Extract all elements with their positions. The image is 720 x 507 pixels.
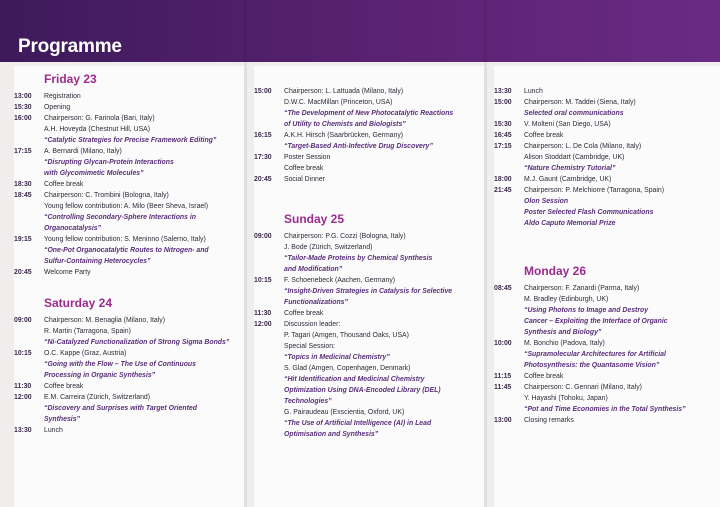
item-text: A.K.H. Hirsch (Saarbrücken, Germany) bbox=[284, 132, 404, 139]
talk-title: Synthesis” bbox=[44, 416, 80, 423]
item-text: P. Tagari (Amgen, Thousand Oaks, USA) bbox=[284, 332, 409, 339]
talk-title: “Target-Based Anti-Infective Drug Discovery” bbox=[284, 143, 433, 150]
item-text: Chairperson: P.G. Cozzi (Bologna, Italy) bbox=[284, 233, 406, 240]
item-text: Lunch bbox=[44, 427, 63, 434]
talk-title: Aldo Caputo Memorial Prize bbox=[524, 220, 616, 227]
day-heading: Monday 26 bbox=[524, 264, 587, 278]
programme-item bbox=[14, 102, 244, 113]
item-time: 15:30 bbox=[494, 121, 512, 128]
programme-item bbox=[14, 425, 244, 436]
talk-title: “Hit Identification and Medicinal Chemistry bbox=[284, 376, 425, 383]
item-time: 18:30 bbox=[14, 181, 32, 188]
programme-item bbox=[14, 91, 244, 102]
item-text: Registration bbox=[44, 93, 81, 100]
day-block bbox=[494, 258, 720, 426]
programme-item bbox=[254, 86, 484, 130]
item-text: S. Glad (Amgen, Copenhagen, Denmark) bbox=[284, 365, 411, 372]
talk-title: and Modification” bbox=[284, 266, 343, 273]
programme-item bbox=[494, 130, 720, 141]
programme-item bbox=[494, 338, 720, 371]
talk-title: “Controlling Secondary-Sphere Interactions in bbox=[44, 214, 196, 221]
item-text: Coffee break bbox=[44, 383, 84, 390]
item-time: 16:00 bbox=[14, 115, 32, 122]
talk-title: Cancer – Exploiting the Interface of Organic bbox=[524, 318, 668, 325]
programme-item bbox=[14, 267, 244, 278]
programme-item bbox=[14, 381, 244, 392]
day-block bbox=[494, 86, 720, 229]
day-block bbox=[14, 290, 244, 436]
day-block bbox=[14, 66, 244, 278]
talk-title: Functionalizations” bbox=[284, 299, 348, 306]
item-time: 16:15 bbox=[254, 132, 272, 139]
talk-title: of Utility to Chemists and Biologists” bbox=[284, 121, 406, 128]
programme-item bbox=[14, 190, 244, 234]
item-time: 13:00 bbox=[14, 93, 32, 100]
page-title: Programme bbox=[18, 36, 122, 57]
talk-title: with Glycomimetic Molecules” bbox=[44, 170, 144, 177]
item-text: Coffee break bbox=[284, 310, 324, 317]
talk-title: “Tailor-Made Proteins by Chemical Synthesis bbox=[284, 255, 433, 262]
item-time: 21:45 bbox=[494, 187, 512, 194]
item-time: 10:00 bbox=[494, 340, 512, 347]
talk-title: Optimization Using DNA-Encoded Library (DEL) bbox=[284, 387, 441, 394]
item-text: Chairperson: L. De Cola (Milano, Italy) bbox=[524, 143, 642, 150]
talk-title: “Going with the Flow – The Use of Continuous bbox=[44, 361, 196, 368]
item-time: 11:30 bbox=[14, 383, 32, 390]
day-block bbox=[254, 206, 484, 440]
talk-title: Poster Selected Flash Communications bbox=[524, 209, 654, 216]
talk-title: “Catalytic Strategies for Precise Framework Editing” bbox=[44, 137, 217, 144]
item-time: 13:00 bbox=[494, 417, 512, 424]
item-text: Chairperson: F. Zanardi (Parma, Italy) bbox=[524, 285, 640, 292]
programme-item bbox=[494, 382, 720, 415]
talk-title: “Ni-Catalyzed Functionalization of Strong Sigma Bonds” bbox=[44, 339, 230, 346]
item-text: Poster Session bbox=[284, 154, 331, 161]
item-text: V. Molteni (San Diego, USA) bbox=[524, 121, 611, 128]
talk-title: “Supramolecular Architectures for Artificial bbox=[524, 351, 666, 358]
item-text: Closing remarks bbox=[524, 417, 574, 424]
item-text: F. Schoenebeck (Aachen, Germany) bbox=[284, 277, 396, 284]
talk-title: “The Development of New Photocatalytic Reactions bbox=[284, 110, 454, 117]
day-heading: Sunday 25 bbox=[284, 212, 345, 226]
item-text: Lunch bbox=[524, 88, 543, 95]
item-time: 17:30 bbox=[254, 154, 272, 161]
item-text: O.C. Kappe (Graz, Austria) bbox=[44, 350, 127, 357]
talk-title: “Using Photons to Image and Destroy bbox=[524, 307, 649, 314]
item-time: 15:30 bbox=[14, 104, 32, 111]
programme-item bbox=[254, 308, 484, 319]
programme-item bbox=[14, 392, 244, 425]
programme-item bbox=[494, 119, 720, 130]
item-time: 17:15 bbox=[494, 143, 512, 150]
item-time: 17:15 bbox=[14, 148, 32, 155]
programme-item bbox=[494, 371, 720, 382]
talk-title: Organocatalysis” bbox=[44, 225, 102, 232]
item-time: 11:45 bbox=[494, 384, 512, 391]
programme-item bbox=[14, 315, 244, 348]
fold-line bbox=[484, 0, 487, 507]
talk-title: “Pot and Time Economies in the Total Synthesis” bbox=[524, 406, 686, 413]
item-text: Young fellow contribution: S. Meninno (Salerno, Italy) bbox=[44, 236, 206, 243]
item-text: J. Bode (Zürich, Switzerland) bbox=[284, 244, 373, 251]
item-time: 11:30 bbox=[254, 310, 272, 317]
programme-item bbox=[494, 86, 720, 97]
programme-item bbox=[14, 348, 244, 381]
item-text: R. Martin (Tarragona, Spain) bbox=[44, 328, 131, 335]
item-text: Opening bbox=[44, 104, 71, 111]
fold-line bbox=[244, 0, 247, 507]
column-2 bbox=[254, 66, 484, 507]
talk-title: Processing in Organic Synthesis” bbox=[44, 372, 156, 379]
talk-title: Synthesis and Biology” bbox=[524, 329, 602, 336]
item-text: Coffee break bbox=[524, 373, 564, 380]
talk-title: Photosynthesis: the Quantasome Vision” bbox=[524, 362, 660, 369]
item-text: Young fellow contribution: A. Milo (Beer Sheva, Israel) bbox=[44, 203, 209, 210]
item-text: Coffee break bbox=[524, 132, 564, 139]
item-text: Social Dinner bbox=[284, 176, 325, 183]
talk-title: “The Use of Artificial Intelligence (AI) in Lead bbox=[284, 420, 432, 427]
item-text: Y. Hayashi (Tohoku, Japan) bbox=[524, 395, 608, 402]
item-text: A.H. Hoveyda (Chestnut Hill, USA) bbox=[44, 126, 151, 133]
programme-item bbox=[14, 146, 244, 179]
day-heading: Saturday 24 bbox=[44, 296, 113, 310]
item-text: Coffee break bbox=[284, 165, 324, 172]
programme-item bbox=[254, 231, 484, 275]
programme-item bbox=[254, 130, 484, 152]
talk-title: “Topics in Medicinal Chemistry” bbox=[284, 354, 390, 361]
item-text: Chairperson: G. Farinola (Bari, Italy) bbox=[44, 115, 155, 122]
talk-title: Olon Session bbox=[524, 198, 569, 205]
item-time: 09:00 bbox=[254, 233, 272, 240]
item-time: 20:45 bbox=[254, 176, 272, 183]
talk-title: Optimisation and Synthesis” bbox=[284, 431, 379, 438]
talk-title: Sulfur-Containing Heterocycles” bbox=[44, 258, 151, 265]
item-text: A. Bernardi (Milano, Italy) bbox=[44, 148, 122, 155]
programme-item bbox=[494, 174, 720, 185]
item-text: Coffee break bbox=[44, 181, 84, 188]
item-text: Chairperson: L. Lattuada (Milano, Italy) bbox=[284, 88, 404, 95]
column-1 bbox=[14, 66, 244, 507]
item-text: Special Session: bbox=[284, 343, 335, 350]
item-text: Chairperson: C. Trombini (Bologna, Italy) bbox=[44, 192, 169, 199]
item-time: 11:15 bbox=[494, 373, 512, 380]
item-text: Chairperson: M. Taddei (Siena, Italy) bbox=[524, 99, 636, 106]
talk-title: Technologies” bbox=[284, 398, 332, 405]
item-time: 18:45 bbox=[14, 192, 32, 199]
talk-title: “Insight-Driven Strategies in Catalysis for Selective bbox=[284, 288, 453, 295]
programme-item bbox=[254, 319, 484, 440]
item-time: 15:00 bbox=[494, 99, 512, 106]
item-text: Chairperson: M. Benaglia (Milano, Italy) bbox=[44, 317, 166, 324]
item-time: 10:15 bbox=[14, 350, 32, 357]
item-time: 12:00 bbox=[14, 394, 32, 401]
item-time: 10:15 bbox=[254, 277, 272, 284]
programme-item bbox=[254, 275, 484, 308]
programme-item bbox=[494, 185, 720, 229]
item-time: 12:00 bbox=[254, 321, 272, 328]
programme-item bbox=[14, 234, 244, 267]
item-text: Discussion leader: bbox=[284, 321, 341, 328]
programme-item bbox=[494, 415, 720, 426]
item-time: 13:30 bbox=[494, 88, 512, 95]
day-block bbox=[254, 86, 484, 185]
talk-title: “One-Pot Organocatalytic Routes to Nitrogen- and bbox=[44, 247, 209, 254]
programme-item bbox=[254, 152, 484, 174]
talk-title: Selected oral communications bbox=[524, 110, 624, 117]
talk-title: “Disrupting Glycan-Protein Interactions bbox=[44, 159, 174, 166]
item-text: M. Bonchio (Padova, Italy) bbox=[524, 340, 605, 347]
item-text: Chairperson: P. Melchiorre (Tarragona, Spain) bbox=[524, 187, 665, 194]
item-time: 15:00 bbox=[254, 88, 272, 95]
item-text: Welcome Party bbox=[44, 269, 91, 276]
item-time: 13:30 bbox=[14, 427, 32, 434]
item-time: 16:45 bbox=[494, 132, 512, 139]
programme-item bbox=[494, 97, 720, 119]
item-text: M.J. Gaunt (Cambridge, UK) bbox=[524, 176, 612, 183]
programme-item bbox=[494, 283, 720, 338]
item-text: Alison Stoddart (Cambridge, UK) bbox=[524, 154, 625, 161]
talk-title: “Discovery and Surprises with Target Oriented bbox=[44, 405, 197, 412]
programme-item bbox=[14, 179, 244, 190]
item-time: 18:00 bbox=[494, 176, 512, 183]
item-text: G. Pairaudeau (Exscientia, Oxford, UK) bbox=[284, 409, 405, 416]
programme-item bbox=[14, 113, 244, 146]
item-time: 08:45 bbox=[494, 285, 512, 292]
item-text: M. Bradley (Edinburgh, UK) bbox=[524, 296, 609, 303]
item-text: Chairperson: C. Gennari (Milano, Italy) bbox=[524, 384, 642, 391]
day-heading: Friday 23 bbox=[44, 72, 97, 86]
talk-title: “Nature Chemistry Tutorial” bbox=[524, 165, 616, 172]
programme-item bbox=[254, 174, 484, 185]
programme-item bbox=[494, 141, 720, 174]
item-text: D.W.C. MacMillan (Princeton, USA) bbox=[284, 99, 393, 106]
column-3 bbox=[494, 66, 720, 507]
item-time: 19:15 bbox=[14, 236, 32, 243]
item-text: E.M. Carreira (Zürich, Switzerland) bbox=[44, 394, 151, 401]
item-time: 09:00 bbox=[14, 317, 32, 324]
item-time: 20:45 bbox=[14, 269, 32, 276]
